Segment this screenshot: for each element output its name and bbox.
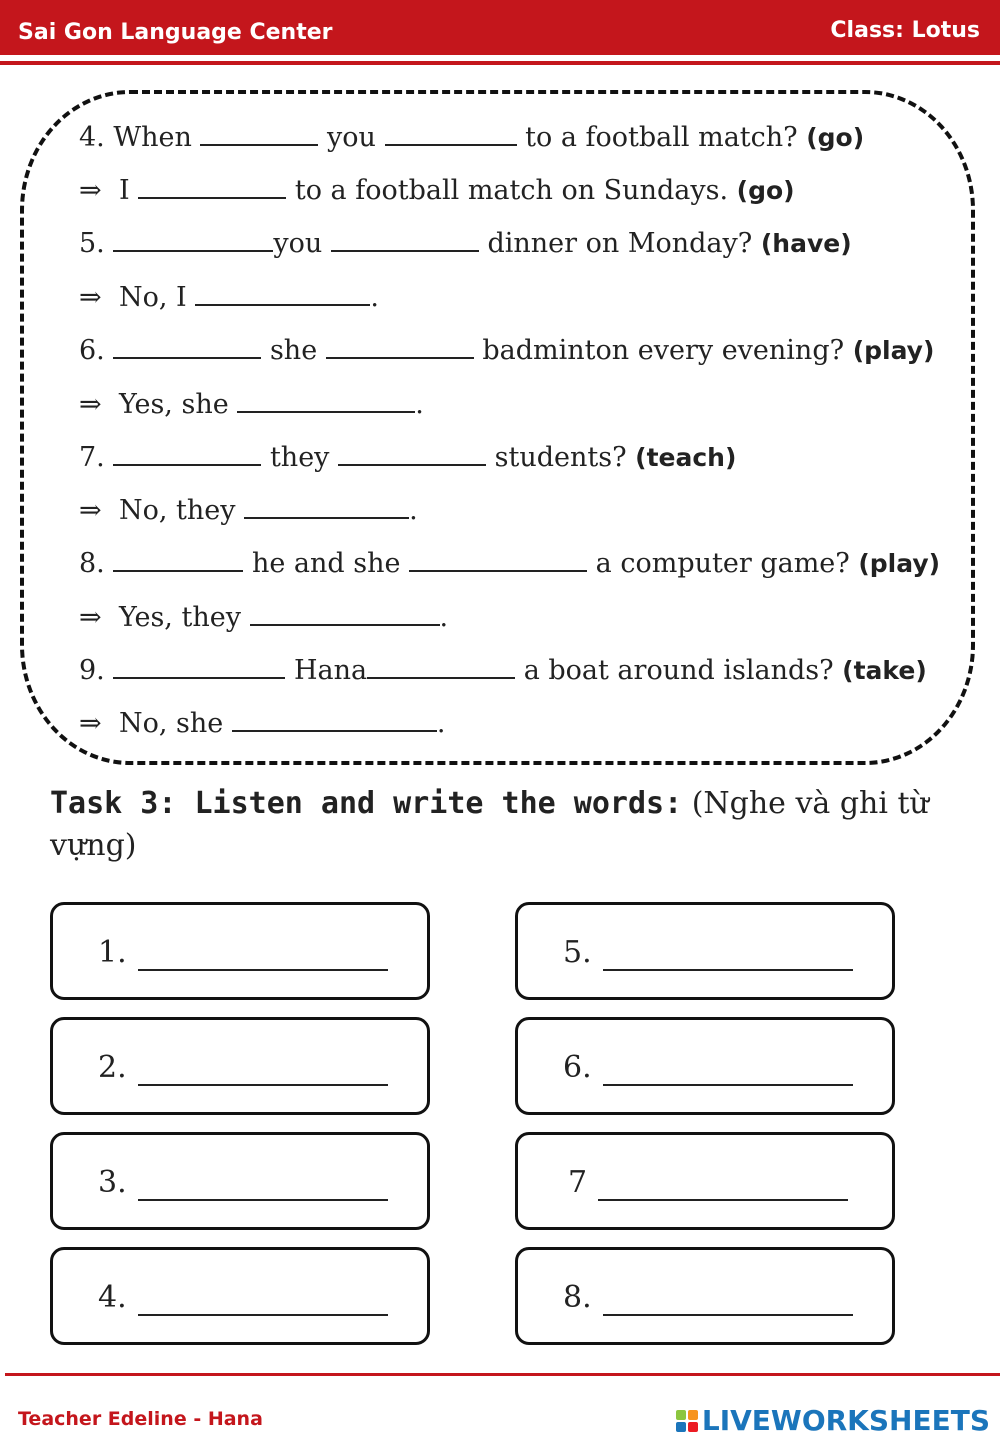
- answer-blank[interactable]: [250, 602, 440, 626]
- answer-blank[interactable]: [603, 1314, 853, 1316]
- implies-arrow-icon: ⇒: [79, 282, 102, 313]
- word-box-4[interactable]: 4.: [50, 1247, 430, 1345]
- answer-line-9: ⇒ No, she .: [79, 708, 446, 739]
- verb-hint: (go): [736, 176, 795, 205]
- answer-blank[interactable]: [326, 335, 474, 359]
- verb-hint: (teach): [635, 443, 737, 472]
- answer-blank[interactable]: [603, 1084, 853, 1086]
- answer-line-8: ⇒ Yes, they .: [79, 602, 449, 633]
- question-line-7: 7. they students? (teach): [79, 442, 737, 473]
- word-box-6[interactable]: 6.: [515, 1017, 895, 1115]
- answer-blank[interactable]: [138, 969, 388, 971]
- answer-line-4: ⇒ I to a football match on Sundays. (go): [79, 175, 795, 206]
- answer-blank[interactable]: [113, 228, 273, 252]
- answer-blank[interactable]: [385, 122, 517, 146]
- answer-blank[interactable]: [244, 495, 409, 519]
- class-name: Class: Lotus: [830, 18, 980, 43]
- answer-line-5: ⇒ No, I .: [79, 282, 379, 313]
- question-line-5: 5. you dinner on Monday? (have): [79, 228, 852, 259]
- liveworksheets-logo-icon: [676, 1410, 698, 1432]
- answer-blank[interactable]: [367, 655, 515, 679]
- verb-hint: (play): [852, 336, 935, 365]
- question-line-8: 8. he and she a computer game? (play): [79, 548, 941, 579]
- word-box-8[interactable]: 8.: [515, 1247, 895, 1345]
- header-divider: [0, 61, 1000, 65]
- answer-blank[interactable]: [338, 442, 486, 466]
- word-box-7[interactable]: 7: [515, 1132, 895, 1230]
- question-line-9: 9. Hana a boat around islands? (take): [79, 655, 927, 686]
- implies-arrow-icon: ⇒: [79, 495, 102, 526]
- verb-hint: (have): [760, 229, 852, 258]
- teacher-credit: Teacher Edeline - Hana: [18, 1408, 263, 1430]
- answer-blank[interactable]: [195, 282, 370, 306]
- answer-blank[interactable]: [138, 1314, 388, 1316]
- word-box-5[interactable]: 5.: [515, 902, 895, 1000]
- task-3-heading: Task 3: Listen and write the words: (Nghe và ghi từ vựng): [50, 786, 929, 863]
- answer-blank[interactable]: [237, 389, 415, 413]
- answer-blank[interactable]: [138, 1084, 388, 1086]
- verb-hint: (play): [858, 549, 941, 578]
- implies-arrow-icon: ⇒: [79, 602, 102, 633]
- answer-blank[interactable]: [598, 1199, 848, 1201]
- liveworksheets-logo: LIVEWORKSHEETS: [676, 1404, 990, 1437]
- question-line-4: 4. When you to a football match? (go): [79, 122, 865, 153]
- answer-blank[interactable]: [232, 708, 437, 732]
- implies-arrow-icon: ⇒: [79, 389, 102, 420]
- answer-line-6: ⇒ Yes, she .: [79, 389, 424, 420]
- answer-blank[interactable]: [113, 442, 261, 466]
- answer-blank[interactable]: [603, 969, 853, 971]
- answer-blank[interactable]: [113, 335, 261, 359]
- header-bar: [0, 0, 1000, 55]
- school-name: Sai Gon Language Center: [18, 20, 333, 45]
- answer-blank[interactable]: [113, 655, 285, 679]
- answer-blank[interactable]: [200, 122, 318, 146]
- implies-arrow-icon: ⇒: [79, 708, 102, 739]
- verb-hint: (go): [806, 123, 865, 152]
- answer-blank[interactable]: [409, 548, 587, 572]
- answer-line-7: ⇒ No, they .: [79, 495, 418, 526]
- answer-blank[interactable]: [138, 175, 286, 199]
- word-box-3[interactable]: 3.: [50, 1132, 430, 1230]
- answer-blank[interactable]: [331, 228, 479, 252]
- footer-divider: [5, 1373, 1000, 1376]
- answer-blank[interactable]: [138, 1199, 388, 1201]
- answer-blank[interactable]: [113, 548, 243, 572]
- question-line-6: 6. she badminton every evening? (play): [79, 335, 935, 366]
- implies-arrow-icon: ⇒: [79, 175, 102, 206]
- word-box-1[interactable]: 1.: [50, 902, 430, 1000]
- verb-hint: (take): [842, 656, 927, 685]
- word-box-2[interactable]: 2.: [50, 1017, 430, 1115]
